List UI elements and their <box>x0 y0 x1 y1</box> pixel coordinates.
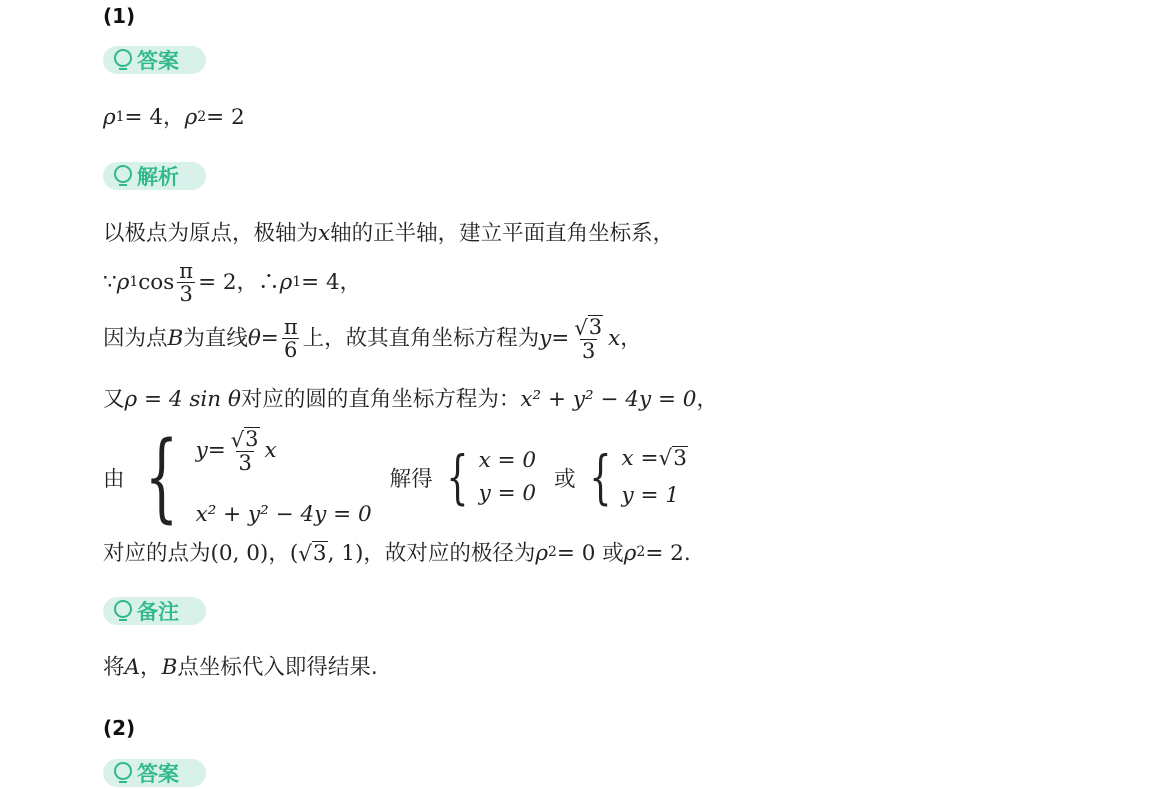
numerator: π <box>179 259 194 283</box>
rho-symbol: ρ <box>103 105 116 130</box>
subscript: 1 <box>129 273 139 290</box>
text: 对应的点为 <box>103 540 211 566</box>
text: 上，故其直角坐标方程为 <box>302 325 540 351</box>
equation-part: x = <box>621 446 659 471</box>
left-brace: { <box>446 442 469 511</box>
cos-function: cos <box>138 269 175 295</box>
denominator: 6 <box>284 338 298 363</box>
system-1 <box>196 427 372 527</box>
radicand: 3 <box>673 446 687 472</box>
text: ， <box>140 655 162 680</box>
text: 解得 <box>389 466 433 492</box>
text: 或 <box>554 466 576 492</box>
lightbulb-icon <box>112 48 134 72</box>
text: 又 <box>103 387 125 412</box>
text: ， <box>620 325 642 351</box>
note-text <box>103 657 378 679</box>
sqrt: √ 3 <box>230 427 259 453</box>
fraction <box>229 427 262 474</box>
math-var: x <box>318 221 331 246</box>
equation: ρ = 4 sin θ <box>124 387 241 412</box>
subscript: 2 <box>636 544 646 561</box>
sqrt: √ 3 <box>658 446 687 472</box>
analysis-line-3 <box>103 315 642 362</box>
part-label-1: (1) <box>103 4 136 28</box>
note-pill-label: 备注 <box>137 600 179 624</box>
sqrt: √ 3 <box>574 315 603 341</box>
because-symbol: ∵ <box>103 269 117 295</box>
analysis-pill-label: 解析 <box>137 165 179 189</box>
text: 为直线 <box>183 325 248 351</box>
math-var: x <box>608 325 621 351</box>
denominator: 3 <box>179 282 193 307</box>
equation-part: = 4， <box>124 105 185 130</box>
math-var: B <box>161 655 178 680</box>
system-3-row-2: y = 1 <box>621 483 680 508</box>
subscript: 1 <box>292 273 302 290</box>
math-var: y <box>195 438 208 464</box>
equation-part: = 4， <box>301 269 362 295</box>
answer-pill-label: 答案 <box>137 49 179 73</box>
rho-symbol: ρ <box>116 269 130 295</box>
text: ，故对应的极径为 <box>363 540 536 566</box>
answer-pill-label: 答案 <box>137 762 179 786</box>
part-label-2: (2) <box>103 716 136 740</box>
numerator <box>572 315 605 339</box>
answer-section-pill <box>103 46 206 74</box>
equation-part: = 0 或 <box>556 540 624 566</box>
system-2-row-1: x = 0 <box>478 448 537 473</box>
answer-text <box>103 107 245 129</box>
math-var: A <box>124 655 141 680</box>
equation-part: = 2 <box>206 105 245 130</box>
analysis-line-4 <box>103 389 718 411</box>
rho-symbol: ρ <box>535 540 549 566</box>
rho-symbol: ρ <box>184 105 198 130</box>
subscript: 2 <box>197 108 207 125</box>
note-section-pill <box>103 597 206 625</box>
fraction <box>282 316 300 361</box>
equation-part: = 2，∴ <box>198 269 280 295</box>
theta-symbol: θ <box>247 325 261 351</box>
denominator: 3 <box>238 451 252 476</box>
math-var: x <box>264 438 277 464</box>
math-var: B <box>167 325 184 351</box>
lightbulb-icon <box>112 599 134 623</box>
sqrt: √ 3 <box>298 541 327 568</box>
analysis-line-1 <box>103 223 674 245</box>
text: 轴的正半轴，建立平面直角坐标系， <box>330 221 675 246</box>
math-var: y <box>539 325 552 351</box>
analysis-section-pill <box>103 162 206 190</box>
lightbulb-icon <box>112 164 134 188</box>
text: 将 <box>103 655 125 680</box>
subscript: 2 <box>548 544 557 561</box>
analysis-line-2 <box>103 260 361 305</box>
lightbulb-icon <box>112 761 134 785</box>
equation: x² + y² − 4y = 0 <box>520 387 697 412</box>
system-1-row-2: x² + y² − 4y = 0 <box>195 502 372 527</box>
radicand: 3 <box>588 315 603 339</box>
system-2 <box>479 448 537 506</box>
answer-section-pill-2 <box>103 759 206 787</box>
point-coords: (0, 0)，( <box>210 540 299 566</box>
left-brace: { <box>589 442 612 511</box>
text: 点坐标代入即得结果. <box>177 655 378 680</box>
system-2-row-2: y = 0 <box>478 481 537 506</box>
subscript: 1 <box>115 108 125 125</box>
point-coords: , 1) <box>327 540 364 566</box>
equation-part: = <box>260 325 279 351</box>
analysis-line-5 <box>103 420 688 533</box>
system-1-row-1 <box>196 427 372 474</box>
radicand: 3 <box>245 427 259 451</box>
text: ， <box>696 387 718 412</box>
equation-part: = 2. <box>645 540 691 566</box>
text: 因为点 <box>103 325 168 351</box>
numerator: π <box>283 315 298 340</box>
fraction <box>177 260 195 305</box>
rho-symbol: ρ <box>279 269 293 295</box>
equation-part: = <box>207 438 226 464</box>
analysis-line-6 <box>103 541 691 566</box>
system-3-row-1 <box>622 446 688 471</box>
equation-part: = <box>551 325 570 351</box>
fraction <box>572 315 605 362</box>
radicand: 3 <box>312 541 327 566</box>
left-brace: { <box>144 420 178 533</box>
system-3 <box>622 446 688 508</box>
numerator <box>229 427 262 451</box>
text: 由 <box>103 466 125 492</box>
rho-symbol: ρ <box>623 540 637 566</box>
text: 对应的圆的直角坐标方程为： <box>240 387 521 412</box>
denominator: 3 <box>582 339 596 364</box>
text: 以极点为原点，极轴为 <box>103 221 319 246</box>
